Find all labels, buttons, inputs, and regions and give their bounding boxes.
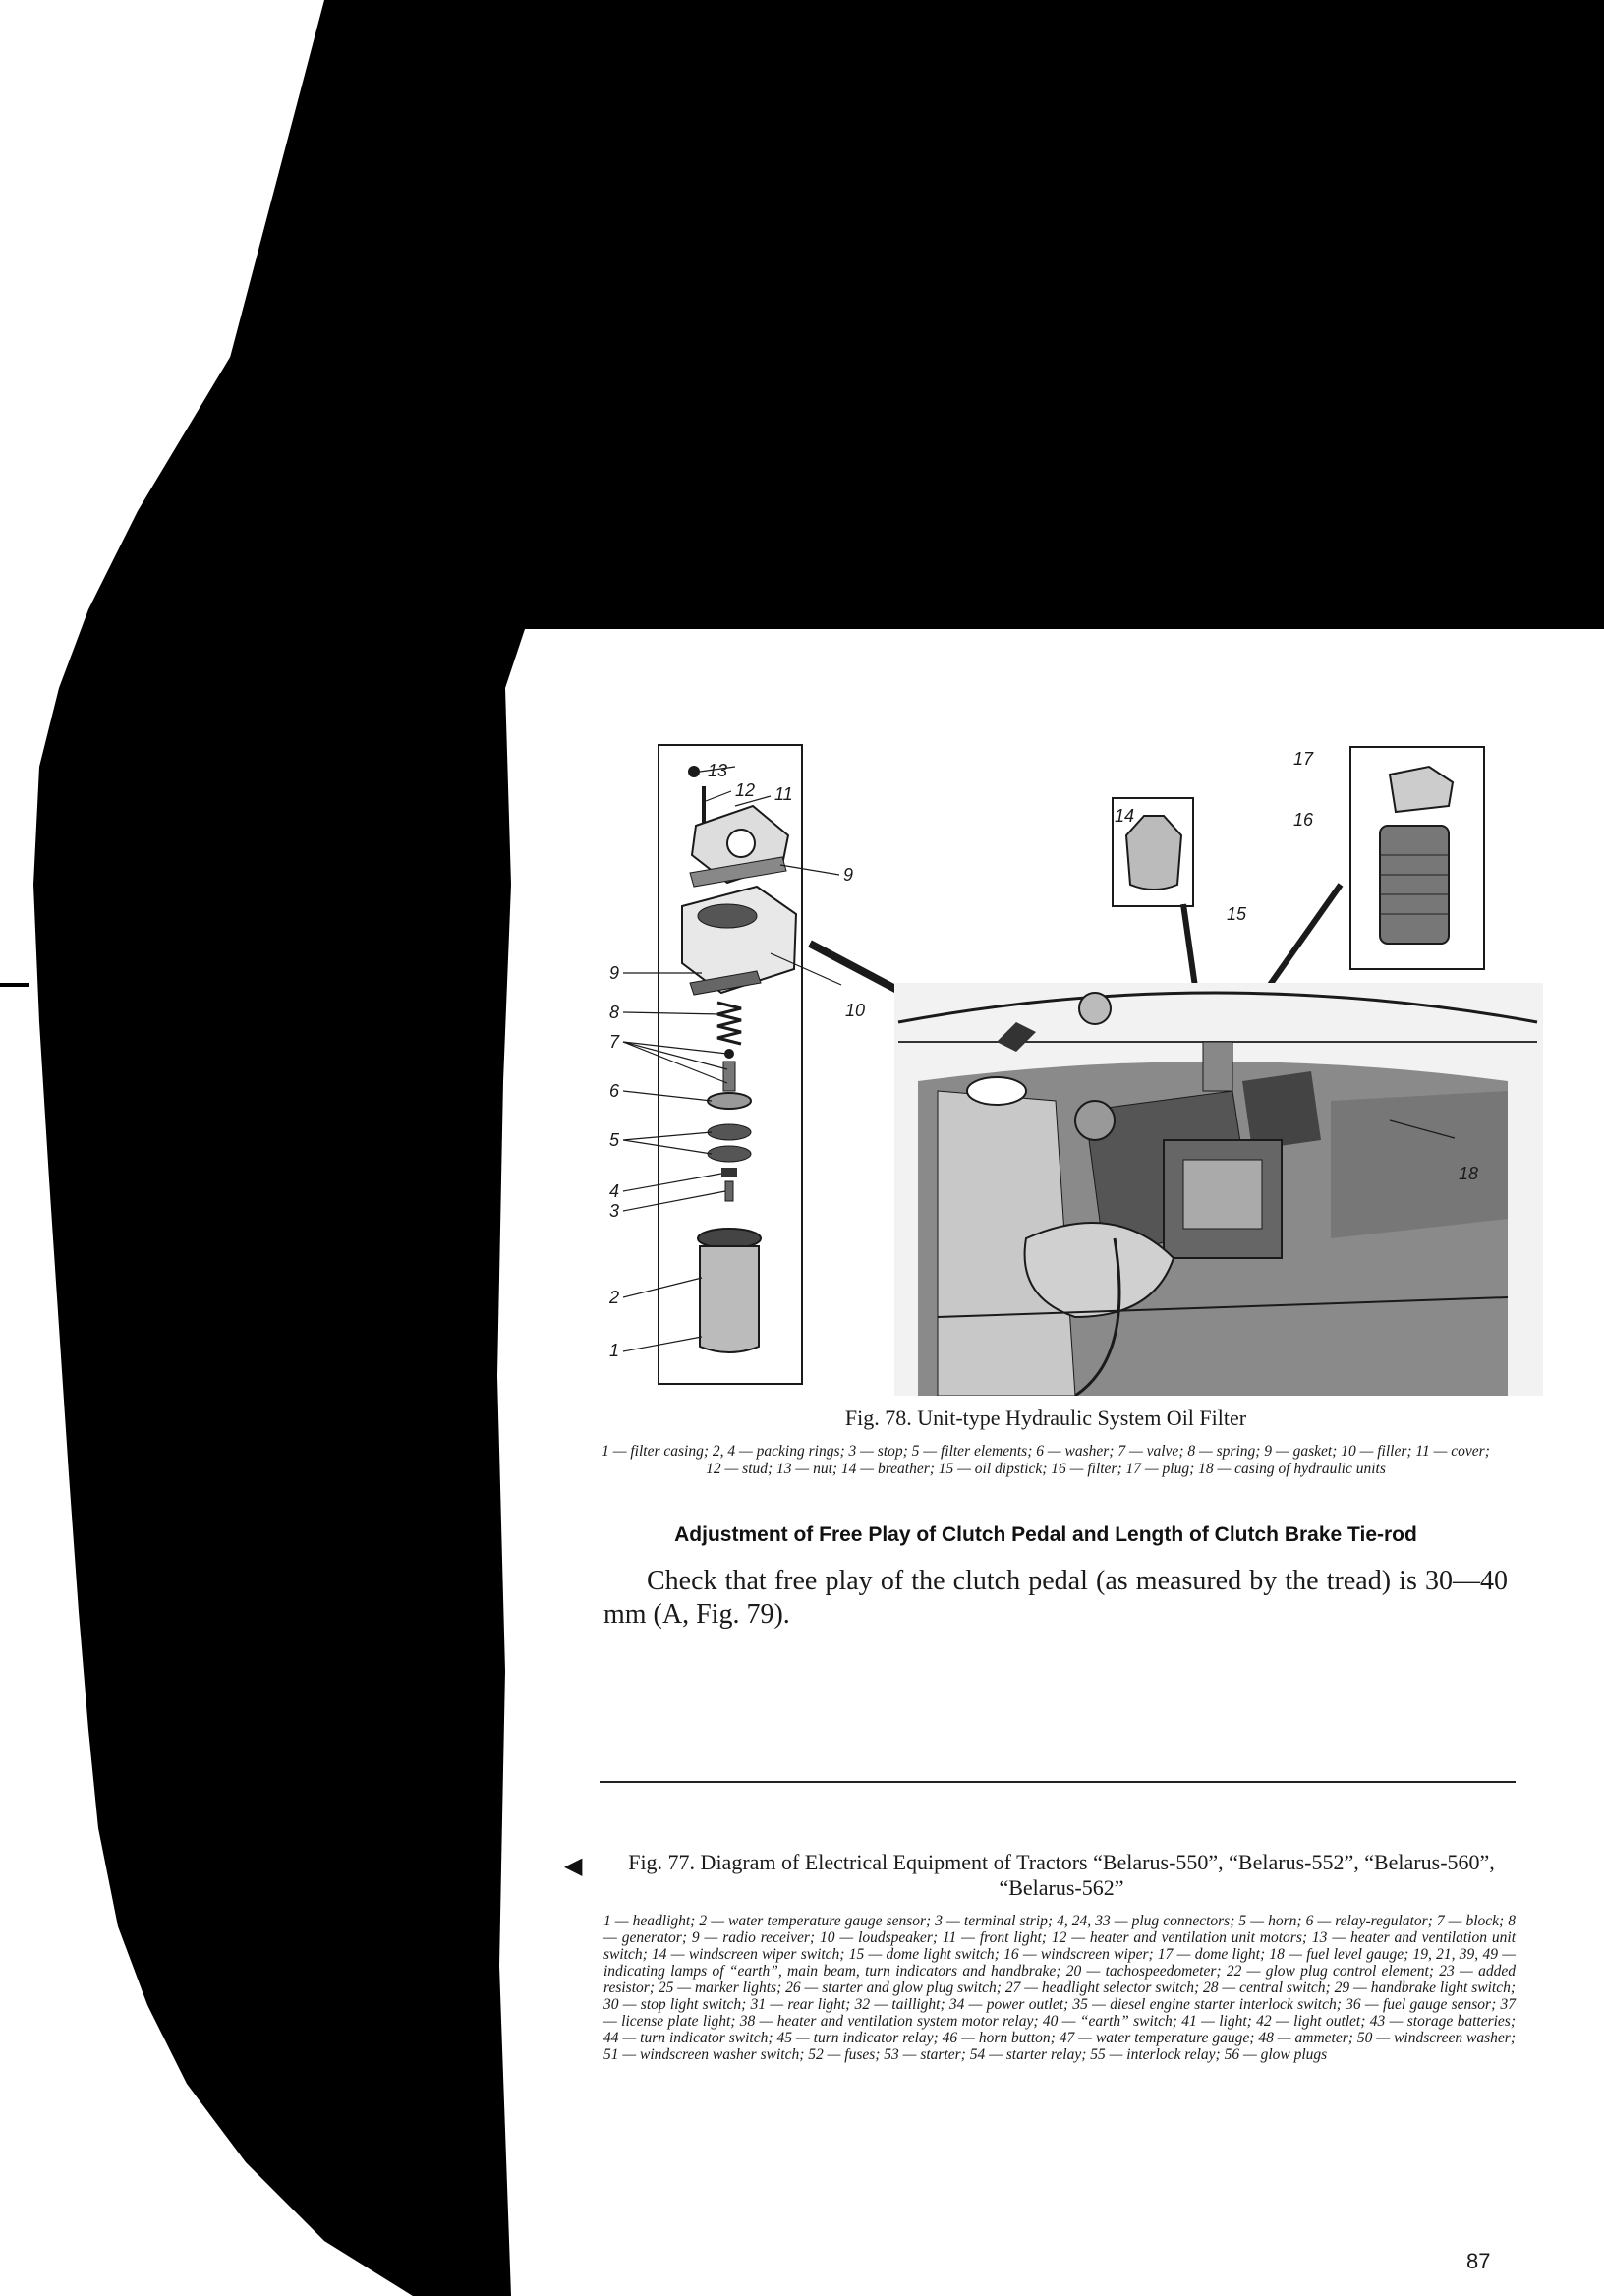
callout-5: 5 (609, 1130, 620, 1150)
book-page (525, 629, 1604, 2296)
filter-casing-1 (700, 1246, 759, 1352)
nut-13 (688, 766, 700, 777)
page-number: 87 (1466, 2249, 1491, 2273)
figure-78-title: Fig. 78. Unit-type Hydraulic System Oil Filter (844, 1406, 1247, 1430)
callout-7: 7 (609, 1032, 620, 1052)
callout-14: 14 (1115, 806, 1135, 826)
callout-1: 1 (609, 1341, 620, 1360)
callout-12: 12 (735, 780, 756, 800)
filter-16 (1380, 826, 1449, 944)
separator-rule (600, 1781, 1516, 1783)
filter-element-5a (708, 1124, 751, 1140)
figure-77-arrow-icon: ◀ (564, 1852, 583, 1879)
callout-15: 15 (1227, 904, 1247, 924)
figure-77-title: Fig. 77. Diagram of Electrical Equipment of Tractors “Belarus-550”, “Belarus-552”, “Belarus-560”, “Belarus-562” (628, 1850, 1495, 1900)
figure-78-legend: 1 — filter casing; 2, 4 — packing rings; 3 — stop; 5 — filter elements; 6 — washer; 7 — valve; 8 — spring; 9 — gasket; 10 — filler; 11 — cover; 12 — stud; 13 — nut; 14 — breather; 15 — oil dipstick; 16 — filter; 17 — plug; 18 — casing of hydraulic units (602, 1443, 1490, 1477)
callout-18: 18 (1459, 1164, 1479, 1183)
callout-11: 11 (774, 784, 793, 804)
callout-9-bottom: 9 (609, 963, 620, 983)
stop-3 (725, 1181, 733, 1201)
callout-13: 13 (708, 761, 728, 780)
breather-14 (1126, 816, 1181, 890)
callout-10: 10 (845, 1001, 866, 1020)
callout-6: 6 (609, 1081, 620, 1101)
valve-7 (723, 1062, 735, 1091)
body-paragraph: Check that free play of the clutch pedal (as measured by the tread) is 30—40 mm (A, Fig. 79). (603, 1566, 1508, 1630)
callout-3: 3 (609, 1201, 620, 1221)
plug-17 (1390, 767, 1453, 812)
filter-element-5b (708, 1146, 751, 1162)
callout-16: 16 (1293, 810, 1314, 830)
washer-6 (708, 1093, 751, 1109)
figure-77-legend: 1 — headlight; 2 — water temperature gauge sensor; 3 — terminal strip; 4, 24, 33 — plug connectors; 5 — horn; 6 — relay-regulator; 7 — block; 8 — generator; 9 — radio receiver; 10 — loudspeaker; 11 — front light; 12 — heater and ventilation unit motors; 13 — heater and ventilation unit switch; 14 — windscreen wiper switch; 15 — dome light switch; 16 — windscreen wiper; 17 — dome light; 18 — fuel level gauge; 19, 21, 39, 49 — indicating lamps of “earth”, main beam, turn indicators and handbrake; 20 — tachospeedometer; 22 — glow plug control element; 23 — added resistor; 25 — marker lights; 26 — starter and glow plug switch; 27 — headlight selector switch; 28 — central switch; 29 — handbrake light switch; 30 — stop light switch; 31 — rear light; 32 — taillight; 34 — power outlet; 35 — diesel engine starter interlock switch; 36 — fuel gauge sensor; 37 — license plate light; 38 — heater and ventilation system motor relay; 40 — “earth” switch; 41 — light; 42 — light outlet; 43 — storage batteries; 44 — turn indicator switch; 45 — turn indicator relay; 46 — horn button; 47 — water temperature gauge; 48 — ammeter; 50 — windscreen washer; 51 — windscreen washer switch; 52 — fuses; 53 — starter; 54 — starter relay; 55 — interlock relay; 56 — glow plugs (603, 1913, 1516, 2063)
callout-2: 2 (609, 1288, 620, 1307)
oil-filter-illustration (525, 629, 1604, 1396)
packing-4 (721, 1168, 737, 1177)
callout-17: 17 (1293, 749, 1314, 769)
callout-4: 4 (609, 1181, 620, 1201)
engine-cap (1079, 993, 1111, 1024)
callout-9-top: 9 (843, 865, 854, 885)
spring-8 (717, 1003, 741, 1044)
section-heading: Adjustment of Free Play of Clutch Pedal and Length of Clutch Brake Tie-rod (674, 1523, 1417, 1546)
callout-8: 8 (609, 1003, 620, 1022)
